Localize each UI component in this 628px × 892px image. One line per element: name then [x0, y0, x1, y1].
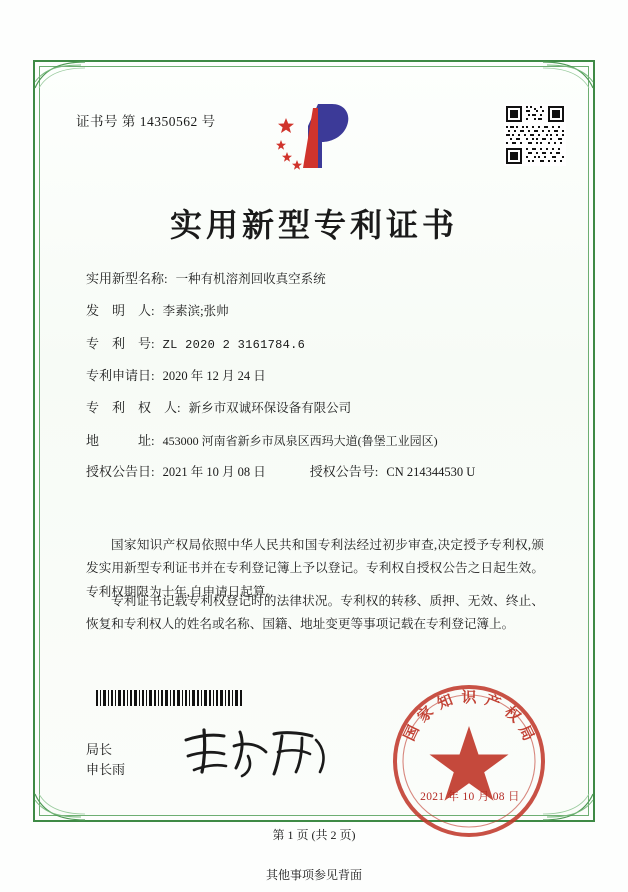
field-row-address — [86, 434, 546, 448]
field-row-inventor — [86, 304, 546, 319]
director-title-label: 局长 — [86, 742, 113, 757]
field-label: 专 利 号: — [86, 335, 155, 351]
svg-text:局: 局 — [515, 723, 537, 744]
field-label: 专 利 权 人: — [86, 400, 181, 416]
field-label: 专利申请日: — [86, 368, 155, 384]
page-title: 实用新型专利证书 — [169, 207, 458, 243]
director-block — [86, 740, 125, 780]
field-value: 一种有机溶剂回收真空系统 — [175, 272, 326, 286]
svg-text:家: 家 — [415, 703, 437, 726]
field-row-patentee — [86, 401, 546, 416]
corner-ornament-icon — [33, 60, 87, 90]
handwritten-signature-icon — [178, 722, 334, 782]
director-name: 申长雨 — [86, 762, 126, 778]
svg-text:产: 产 — [482, 692, 503, 713]
grant-date-value: 2021 年 10 月 08 日 — [162, 465, 266, 480]
official-seal-icon — [388, 680, 550, 842]
field-value: ZL 2020 2 3161784.6 — [162, 337, 306, 352]
certificate-number: 证书号 第 14350562 号 — [76, 114, 216, 129]
page-number: 第 1 页 (共 2 页) — [272, 828, 356, 842]
field-label: 实用新型名称: — [86, 271, 168, 286]
svg-text:识: 识 — [461, 690, 477, 706]
field-value: 453000 河南省新乡市凤泉区西玛大道(鲁堡工业园区) — [162, 433, 438, 448]
qr-code-icon — [504, 104, 566, 166]
field-row-patent-number — [86, 337, 546, 352]
footer-note: 其他事项参见背面 — [265, 868, 362, 882]
field-value: 李素滨;张帅 — [162, 304, 229, 319]
svg-text:权: 权 — [501, 703, 523, 726]
field-list — [86, 272, 546, 498]
barcode-icon — [96, 690, 244, 706]
legal-paragraph-2 — [86, 590, 544, 637]
seal-date: 2021 年 10 月 08 日 — [420, 791, 520, 803]
legal-paragraph-1-text: 国家知识产权局依照中华人民共和国专利法经过初步审查,决定授予专利权,颁发实用新型专利证书并在专利登记簿上予以登记。专利权自授权公告之日起生效。专利权期限为十年,自申请日起算。 — [86, 538, 544, 599]
grant-date-label: 授权公告日: — [86, 464, 155, 480]
field-row-grant — [86, 465, 546, 480]
corner-ornament-icon — [541, 60, 595, 90]
legal-paragraph-2-text: 专利证书记载专利权登记时的法律状况。专利权的转移、质押、无效、终止、恢复和专利权人的姓名或名称、国籍、地址变更等事项记载在专利登记簿上。 — [86, 594, 544, 632]
field-row-application-date — [86, 369, 546, 384]
grant-number-label: 授权公告号: — [309, 464, 379, 480]
field-value: 新乡市双诚环保设备有限公司 — [188, 401, 352, 416]
cnipa-logo-icon — [272, 96, 354, 176]
svg-text:知: 知 — [435, 692, 456, 713]
grant-number-value: CN 214344530 U — [386, 465, 476, 480]
field-label: 发 明 人: — [86, 303, 155, 319]
field-row-invention-name — [86, 272, 546, 287]
svg-text:国: 国 — [401, 723, 423, 744]
field-label: 地 址: — [86, 432, 155, 448]
field-value: 2020 年 12 月 24 日 — [162, 369, 266, 384]
corner-ornament-icon — [33, 792, 87, 822]
